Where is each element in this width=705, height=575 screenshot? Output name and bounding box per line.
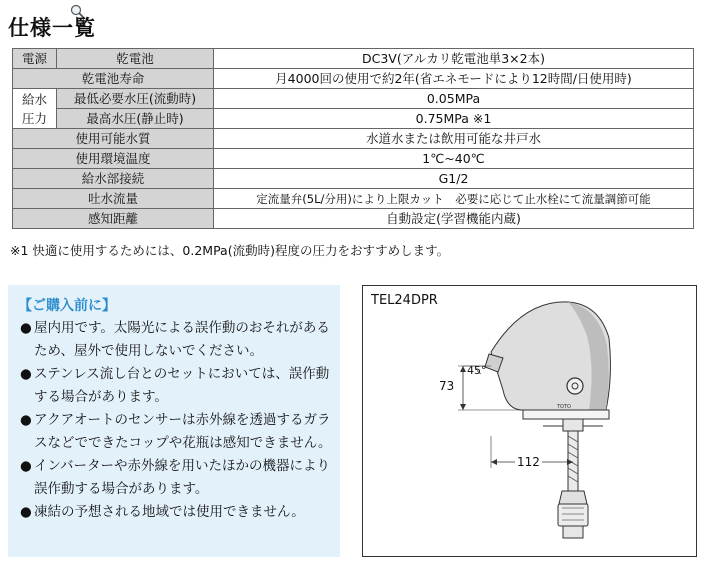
row-header: 使用可能水質 xyxy=(13,129,214,149)
magnifier-icon xyxy=(70,4,84,18)
row-header: 給水部接続 xyxy=(13,169,214,189)
svg-text:TOTO: TOTO xyxy=(557,404,571,410)
caution-box xyxy=(8,285,340,557)
row-value: 水道水または飲用可能な井戸水 xyxy=(214,129,694,149)
row-group-header: 給水圧力 xyxy=(13,89,57,129)
bullet-icon: ● xyxy=(20,320,32,336)
row-value: DC3V(アルカリ乾電池単3×2本) xyxy=(214,49,694,69)
spec-table xyxy=(12,48,694,229)
list-item: ● アクアオートのセンサーは赤外線を透過するガラスなどでできたコップや花瓶は感知できません。 xyxy=(20,409,336,455)
row-header: 感知距離 xyxy=(13,209,214,229)
bullet-icon: ● xyxy=(20,366,32,382)
table-row xyxy=(13,189,694,209)
row-header: 使用環境温度 xyxy=(13,149,214,169)
row-header: 乾電池 xyxy=(57,49,214,69)
row-header: 最低必要水圧(流動時) xyxy=(57,89,214,109)
row-value: 0.75MPa ※1 xyxy=(214,109,694,129)
row-value: 自動設定(学習機能内蔵) xyxy=(214,209,694,229)
row-value: 0.05MPa xyxy=(214,89,694,109)
dimension-reach: 112 xyxy=(517,455,540,469)
row-value: 定流量弁(5L/分用)により上限カット 必要に応じて止水栓にて流量調節可能 xyxy=(214,189,694,209)
page-title: 仕様一覧 xyxy=(8,16,96,40)
table-row xyxy=(13,69,694,89)
table-row xyxy=(13,169,694,189)
row-value: 1℃~40℃ xyxy=(214,149,694,169)
table-row xyxy=(13,109,694,129)
dimension-angle: 45° xyxy=(467,364,487,377)
table-row xyxy=(13,129,694,149)
dimension-height: 73 xyxy=(439,379,455,393)
bullet-icon: ● xyxy=(20,412,32,428)
list-item: ● ステンレス流し台とのセットにおいては、誤作動する場合があります。 xyxy=(20,363,336,409)
row-header: 電源 xyxy=(13,49,57,69)
caution-heading: 【ご購入前に】 xyxy=(18,298,116,314)
row-value: 月4000回の使用で約2年(省エネモードにより12時間/日使用時) xyxy=(214,69,694,89)
table-row xyxy=(13,149,694,169)
table-row xyxy=(13,89,694,109)
caution-list xyxy=(20,317,336,524)
table-row xyxy=(13,209,694,229)
row-header: 乾電池寿命 xyxy=(13,69,214,89)
list-item: ● 屋内用です。太陽光による誤作動のおそれがあるため、屋外で使用しないでください。 xyxy=(20,317,336,363)
row-header: 最高水圧(静止時) xyxy=(57,109,214,129)
row-header: 吐水流量 xyxy=(13,189,214,209)
bullet-icon: ● xyxy=(20,504,32,520)
bullet-icon: ● xyxy=(20,458,32,474)
row-value: G1/2 xyxy=(214,169,694,189)
footnote: ※1 快適に使用するためには、0.2MPa(流動時)程度の圧力をおすすめします。 xyxy=(10,243,450,258)
table-row xyxy=(13,49,694,69)
product-diagram xyxy=(362,285,697,557)
faucet-drawing xyxy=(363,286,696,556)
model-number: TEL24DPR xyxy=(371,293,438,308)
list-item: ● 凍結の予想される地域では使用できません。 xyxy=(20,501,336,524)
list-item: ● インバーターや赤外線を用いたほかの機器により誤作動する場合があります。 xyxy=(20,455,336,501)
